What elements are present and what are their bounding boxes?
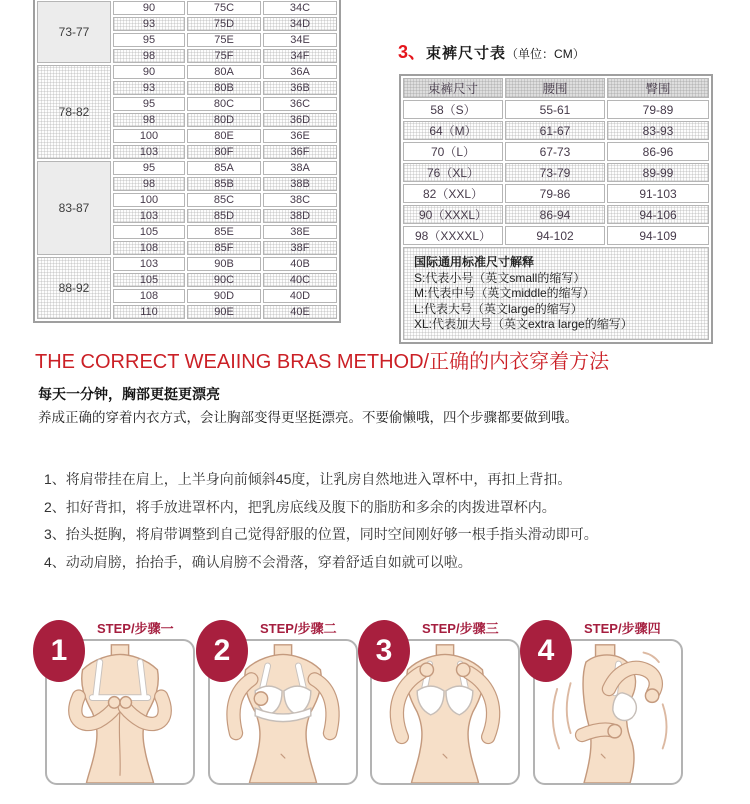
size-cell: 105 <box>113 225 185 239</box>
step-3-number-badge: 3 <box>358 620 410 682</box>
size-cell: 34E <box>263 33 337 47</box>
underbust-range-cell: 73-77 <box>37 1 111 63</box>
size-cell: 86-96 <box>607 142 709 161</box>
size-cell: 90C <box>187 273 261 287</box>
table-row <box>37 1 337 15</box>
step-4-number-badge: 4 <box>520 620 572 682</box>
size-cell: 95 <box>113 161 185 175</box>
size-cell: 34D <box>263 17 337 31</box>
method-step-text: 3、抬头挺胸，将肩带调整到自己觉得舒服的位置，同时空间刚好够一根手指头滑动即可。 <box>44 526 598 542</box>
size-cell: 98（XXXXL） <box>403 226 503 245</box>
size-cell: 90（XXXL） <box>403 205 503 224</box>
heading-title: 束裤尺寸表 <box>426 45 507 62</box>
column-header: 腰围 <box>505 78 605 98</box>
size-cell: 93 <box>113 81 185 95</box>
size-cell: 83-93 <box>607 121 709 140</box>
method-section-title: THE CORRECT WEAIING BRAS METHOD/正确的内衣穿着方法 <box>35 351 610 373</box>
size-cell: 100 <box>113 129 185 143</box>
size-cell: 110 <box>113 305 185 319</box>
size-cell: 36F <box>263 145 337 159</box>
size-note-line: XL:代表加大号（英文extra large的缩写） <box>414 317 633 331</box>
size-cell: 90E <box>187 305 261 319</box>
size-cell: 36E <box>263 129 337 143</box>
size-note-line: M:代表中号（英文middle的缩写） <box>414 286 595 300</box>
size-cell: 80B <box>187 81 261 95</box>
table-row <box>403 205 709 224</box>
size-note-line: L:代表大号（英文large的缩写） <box>414 301 583 316</box>
size-cell: 40C <box>263 273 337 287</box>
size-cell: 94-109 <box>607 226 709 245</box>
table-row <box>403 184 709 203</box>
size-cell: 91-103 <box>607 184 709 203</box>
method-step-list <box>44 466 598 576</box>
size-cell: 38D <box>263 209 337 223</box>
size-cell: 34C <box>263 1 337 15</box>
method-step-text: 1、将肩带挂在肩上，上半身向前倾斜45度，让乳房自然地进入罩杯中，再扣上背扣。 <box>44 471 572 487</box>
panty-section-heading <box>398 38 585 64</box>
step-1-number-badge: 1 <box>33 620 85 682</box>
size-cell: 55-61 <box>505 100 605 119</box>
size-cell: 75D <box>187 17 261 31</box>
table-header-row <box>403 78 709 98</box>
size-cell: 34F <box>263 49 337 63</box>
size-cell: 38E <box>263 225 337 239</box>
size-cell: 94-106 <box>607 205 709 224</box>
table-row <box>37 257 337 271</box>
method-step-text: 2、扣好背扣，将手放进罩杯内，把乳房底线及腹下的脂肪和多余的肉拨进罩杯内。 <box>44 498 556 515</box>
size-cell: 103 <box>113 257 185 271</box>
size-cell: 38A <box>263 161 337 175</box>
heading-number: 3、 <box>398 42 427 62</box>
size-cell: 95 <box>113 97 185 111</box>
size-cell: 36A <box>263 65 337 79</box>
size-cell: 79-86 <box>505 184 605 203</box>
size-cell: 93 <box>113 17 185 31</box>
size-cell: 36D <box>263 113 337 127</box>
table-row <box>37 65 337 79</box>
underbust-range-cell: 78-82 <box>37 65 111 159</box>
size-cell: 76（XL） <box>403 163 503 182</box>
size-cell: 90 <box>113 65 185 79</box>
size-cell: 98 <box>113 177 185 191</box>
size-cell: 85C <box>187 193 261 207</box>
size-cell: 75C <box>187 1 261 15</box>
size-cell: 85B <box>187 177 261 191</box>
table-row <box>403 142 709 161</box>
size-cell: 40D <box>263 289 337 303</box>
size-cell: 105 <box>113 273 185 287</box>
size-cell: 58（S） <box>403 100 503 119</box>
table-row <box>403 163 709 182</box>
size-cell: 95 <box>113 33 185 47</box>
size-cell: 98 <box>113 49 185 63</box>
size-cell: 85A <box>187 161 261 175</box>
step-1-label: STEP/步骤一 <box>97 621 174 636</box>
method-intro: 养成正确的穿着内衣方式，会让胸部变得更坚挺漂亮。不要偷懒哦，四个步骤都要做到哦。 <box>38 410 578 425</box>
heading-unit: （单位：CM） <box>506 47 585 61</box>
size-cell: 90D <box>187 289 261 303</box>
size-cell: 82（XXL） <box>403 184 503 203</box>
size-cell: 85D <box>187 209 261 223</box>
size-cell: 70（L） <box>403 142 503 161</box>
table-row <box>403 121 709 140</box>
table-row <box>403 247 709 340</box>
table-row <box>403 100 709 119</box>
size-cell: 103 <box>113 209 185 223</box>
size-cell: 38F <box>263 241 337 255</box>
column-header: 臀围 <box>607 78 709 98</box>
underbust-range-cell: 83-87 <box>37 161 111 255</box>
size-cell: 108 <box>113 289 185 303</box>
size-cell: 85E <box>187 225 261 239</box>
size-cell: 89-99 <box>607 163 709 182</box>
step-2-label: STEP/步骤二 <box>260 621 337 636</box>
size-cell: 100 <box>113 193 185 207</box>
size-cell: 40E <box>263 305 337 319</box>
size-cell: 61-67 <box>505 121 605 140</box>
size-cell: 108 <box>113 241 185 255</box>
size-cell: 38B <box>263 177 337 191</box>
size-cell: 98 <box>113 113 185 127</box>
size-cell: 80F <box>187 145 261 159</box>
size-notes <box>403 247 709 340</box>
column-header: 束裤尺寸 <box>403 78 503 98</box>
size-cell: 67-73 <box>505 142 605 161</box>
size-cell: 73-79 <box>505 163 605 182</box>
size-cell: 86-94 <box>505 205 605 224</box>
panty-size-table <box>399 74 713 344</box>
size-cell: 103 <box>113 145 185 159</box>
table-row <box>37 161 337 175</box>
size-cell: 79-89 <box>607 100 709 119</box>
size-cell: 90 <box>113 1 185 15</box>
size-cell: 90B <box>187 257 261 271</box>
size-cell: 36B <box>263 81 337 95</box>
size-cell: 80E <box>187 129 261 143</box>
underbust-range-cell: 88-92 <box>37 257 111 319</box>
size-cell: 40B <box>263 257 337 271</box>
size-cell: 94-102 <box>505 226 605 245</box>
step-2-number-badge: 2 <box>196 620 248 682</box>
step-3-label: STEP/步骤三 <box>422 621 499 636</box>
size-cell: 64（M） <box>403 121 503 140</box>
size-cell: 38C <box>263 193 337 207</box>
size-cell: 85F <box>187 241 261 255</box>
size-cell: 75F <box>187 49 261 63</box>
method-step-text: 4、动动肩膀，抬抬手，确认肩膀不会滑落，穿着舒适自如就可以啦。 <box>44 553 472 570</box>
size-notes-title: 国际通用标准尺寸解释 <box>414 255 535 269</box>
bra-size-table <box>33 0 341 323</box>
size-cell: 75E <box>187 33 261 47</box>
step-4-label: STEP/步骤四 <box>584 621 661 636</box>
size-cell: 80A <box>187 65 261 79</box>
table-row <box>403 226 709 245</box>
method-subtitle: 每天一分钟，胸部更挺更漂亮 <box>38 386 220 402</box>
size-cell: 80D <box>187 113 261 127</box>
size-note-line: S:代表小号（英文small的缩写） <box>414 270 586 285</box>
size-cell: 36C <box>263 97 337 111</box>
size-cell: 80C <box>187 97 261 111</box>
